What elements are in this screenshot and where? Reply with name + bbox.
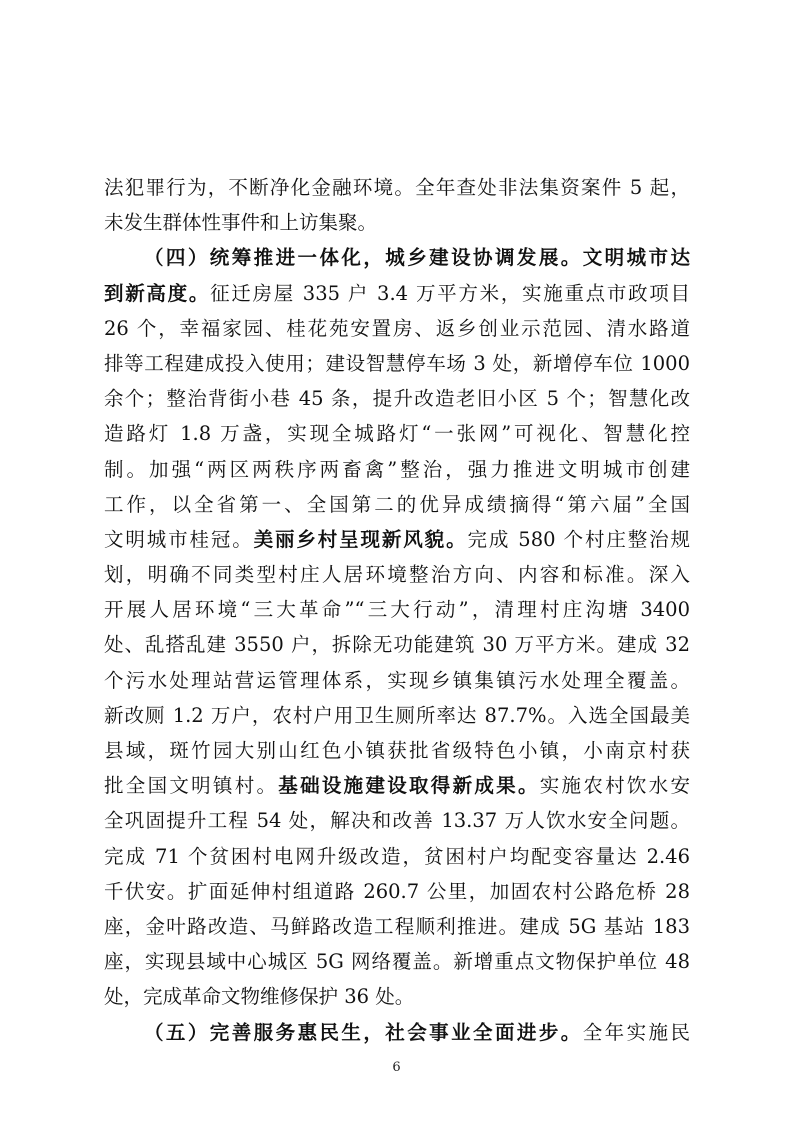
body-text: 造路灯 1.8 万盏，实现全城路灯“一张网”可视化、智慧化控 (104, 422, 690, 446)
bold-heading-text: 基础设施建设取得新成果。 (278, 774, 540, 798)
document-body (104, 170, 690, 1050)
text-line (104, 311, 690, 346)
body-text: 余个；整治背街小巷 45 条，提升改造老旧小区 5 个；智慧化改 (104, 387, 690, 411)
bold-heading-text: （四）统筹推进一体化，城乡建设协调发展。文明城市达 (144, 246, 690, 270)
text-line (104, 205, 690, 240)
text-line (104, 487, 690, 522)
body-text: 完成 580 个村庄整治规 (467, 527, 690, 551)
text-line (104, 346, 690, 381)
body-text: 排等工程建成投入使用；建设智慧停车场 3 处，新增停车位 1000 (104, 351, 690, 375)
bold-heading-text: 到新高度。 (104, 281, 211, 305)
body-text: 实施农村饮水安 (539, 774, 690, 798)
body-text: 处、乱搭乱建 3550 户，拆除无功能建筑 30 万平方米。建成 32 (104, 633, 690, 657)
text-line (104, 803, 690, 838)
text-line (104, 663, 690, 698)
text-line (104, 592, 690, 627)
text-line (104, 170, 690, 205)
text-line (104, 557, 690, 592)
body-text: 完成 71 个贫困村电网升级改造，贫困村户均配变容量达 2.46 (104, 844, 690, 868)
body-text: 全年实施民 (582, 1020, 690, 1044)
text-line (104, 909, 690, 944)
text-line (104, 698, 690, 733)
body-text: 法犯罪行为，不断净化金融环境。全年查处非法集资案件 5 起， (104, 176, 690, 199)
text-line (104, 979, 690, 1014)
page-number: 6 (392, 1060, 401, 1075)
body-text: 26 个，幸福家园、桂花苑安置房、返乡创业示范园、清水路道 (104, 316, 690, 340)
body-text: 工作，以全省第一、全国第二的优异成绩摘得“第六届”全国 (104, 492, 690, 516)
bold-heading-text: 美丽乡村呈现新风貌。 (253, 527, 468, 551)
text-line (104, 627, 690, 662)
text-line (104, 276, 690, 311)
text-line (104, 874, 690, 909)
body-text: 征迁房屋 335 户 3.4 万平方米，实施重点市政项目 (210, 281, 690, 305)
body-text: 千伏安。扩面延伸村组道路 260.7 公里，加固农村公路危桥 28 (104, 879, 690, 903)
text-line (104, 381, 690, 416)
body-text: 处，完成革命文物维修保护 36 处。 (104, 985, 415, 1009)
text-line (104, 839, 690, 874)
body-text: 开展人居环境“三大革命”“三大行动”，清理村庄沟塘 3400 (104, 598, 690, 622)
bold-heading-text: （五）完善服务惠民生，社会事业全面进步。 (144, 1020, 583, 1044)
text-line (104, 768, 690, 803)
text-line (104, 733, 690, 768)
body-text: 座，金叶路改造、马鲜路改造工程顺利推进。建成 5G 基站 183 (104, 914, 690, 938)
text-line (104, 944, 690, 979)
body-text: 县域，斑竹园大别山红色小镇获批省级特色小镇，小南京村获 (104, 739, 690, 762)
body-text: 划，明确不同类型村庄人居环境整治方向、内容和标准。深入 (104, 563, 690, 587)
body-text: 新改厕 1.2 万户，农村户用卫生厕所率达 87.7%。入选全国最美 (104, 703, 690, 727)
body-text: 批全国文明镇村。 (104, 774, 279, 798)
body-text: 制。加强“两区两秩序两畜禽”整治，强力推进文明城市创建 (104, 457, 690, 481)
body-text: 座，实现县域中心城区 5G 网络覆盖。新增重点文物保护单位 48 (104, 950, 690, 974)
body-text: 文明城市桂冠。 (104, 527, 254, 551)
body-text: 全巩固提升工程 54 处，解决和改善 13.37 万人饮水安全问题。 (104, 809, 690, 833)
body-text: 未发生群体性事件和上访集聚。 (104, 211, 378, 235)
text-line (104, 416, 690, 451)
body-text: 个污水处理站营运管理体系，实现乡镇集镇污水处理全覆盖。 (104, 668, 690, 692)
text-line (104, 1015, 690, 1050)
text-line (104, 522, 690, 557)
text-line (104, 452, 690, 487)
text-line (104, 240, 690, 275)
